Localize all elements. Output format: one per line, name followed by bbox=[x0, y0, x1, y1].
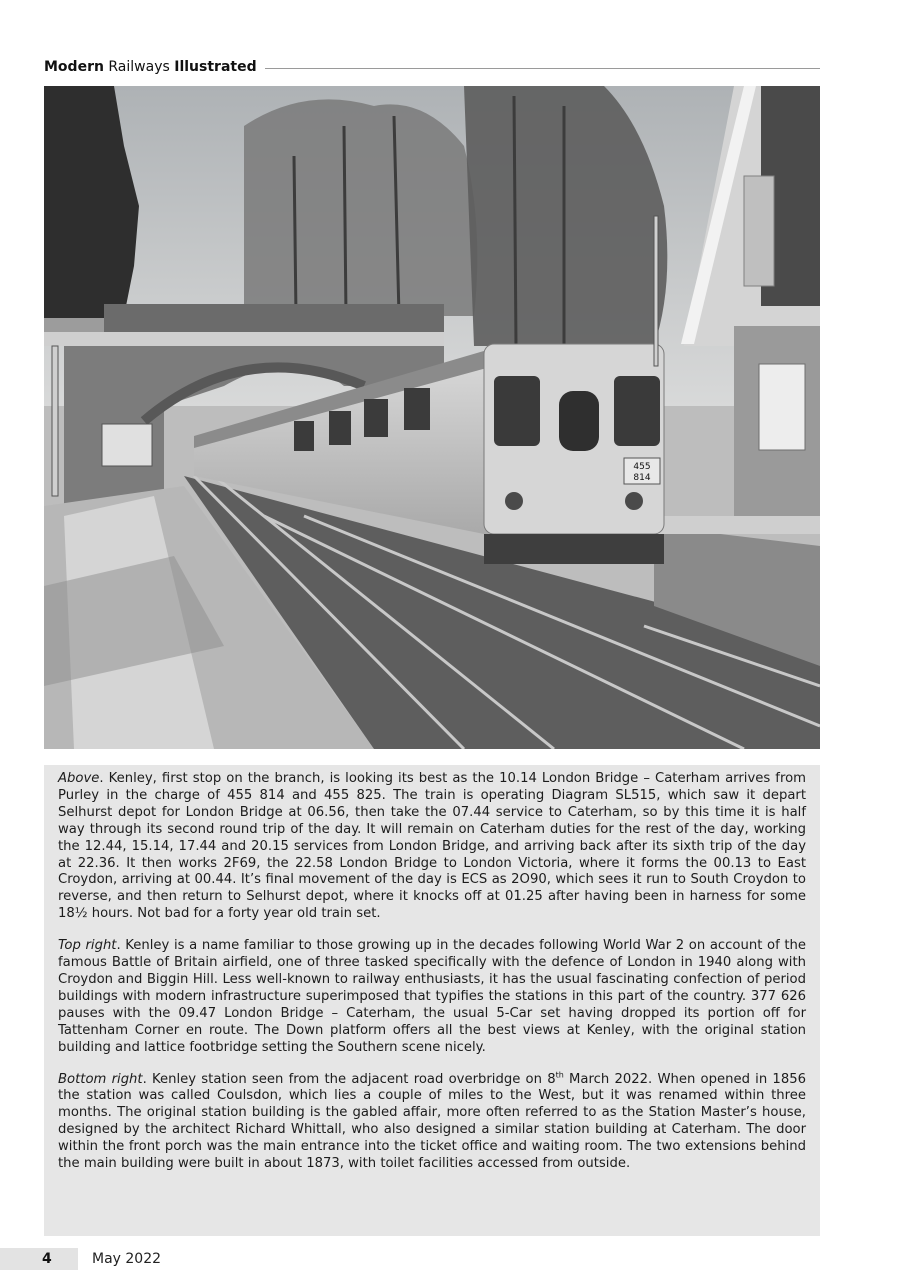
caption-box bbox=[44, 765, 820, 1236]
masthead-rule bbox=[265, 68, 820, 69]
page-number: 4 bbox=[42, 1251, 52, 1267]
train-photo bbox=[44, 86, 820, 749]
page-footer bbox=[0, 1248, 906, 1270]
issue-date: May 2022 bbox=[92, 1251, 162, 1267]
page-number-tab bbox=[0, 1248, 78, 1270]
caption-bottom-right bbox=[58, 1072, 806, 1173]
caption-lead-above: Above bbox=[58, 771, 100, 786]
caption-above bbox=[58, 771, 806, 923]
caption-lead-top-right: Top right bbox=[58, 938, 117, 954]
masthead-word-railways: Railways bbox=[108, 59, 170, 75]
masthead-word-modern: Modern bbox=[44, 59, 104, 75]
unit-number-top: 455 bbox=[633, 462, 651, 472]
caption-text-above: . Kenley, first stop on the branch, is looking its best as the 10.14 London Bridge – Caterham arrives from Purley in the charge of 455 814 and 455 825. The train is operating Diagram SL515, which saw it depart Selhurst depot for London Bridge at 06.56, then take the 07.44 service to Caterham, so by this time it is half way through its second round trip of the day. It will remain on Caterham duties for the rest of the day, working the 12.44, 15.14, 17.44 and 20.15 services from London Bridge, and arriving back after its sixth trip of the day at 22.36. It then works 2F69, the 22.58 London Bridge to London Victoria, where it forms the 00.13 to East Croydon, arriving at 00.44. It’s final movement of the day is ECS as 2O90, which sees it run to South Croydon to reverse, and then return to Selhurst depot, where it knocks off at 01.25 after having been in harness for some 18½ hours. Not bad for a forty year old train set. bbox=[58, 771, 806, 922]
masthead-word-illustrated: Illustrated bbox=[174, 59, 257, 75]
publication-title bbox=[44, 59, 257, 75]
masthead bbox=[44, 58, 820, 76]
caption-text-top-right: . Kenley is a name familiar to those growing up in the decades following World War 2 on account of the famous Battle of Britain airfield, one of three tasked specifically with the defence of London in 1940 along with Croydon and Biggin Hill. Less well-known to railway enthusiasts, it has the usual fascinating confection of period buildings with modern infrastructure superimposed that typifies the stations in this part of the country. 377 626 pauses with the 09.47 London Bridge – Caterham, the usual 5-Car set having dropped its portion off for Tattenham Corner en route. The Down platform offers all the best views at Kenley, with the original station building and lattice footbridge setting the Southern scene nicely. bbox=[58, 938, 806, 1055]
ordinal-suffix: th bbox=[555, 1070, 564, 1080]
caption-top-right bbox=[58, 938, 806, 1056]
caption-text-bottom-right-start: . Kenley station seen from the adjacent road overbridge on 8 bbox=[142, 1071, 556, 1087]
caption-text-bottom-right-end: March 2022. When opened in 1856 the station was called Coulsdon, which lies a couple of miles to the West, but it was renamed within three months. The original station building is the gabled affair, more often referred to as the Station Master’s house, designed by the architect Richard Whittall, who also designed a similar station building at Caterham. The door within the front porch was the main entrance into the ticket office and waiting room. The two extensions behind the main building were built in about 1873, with toilet facilities accessed from outside. bbox=[58, 1071, 806, 1172]
caption-lead-bottom-right: Bottom right bbox=[58, 1071, 143, 1087]
unit-number-bottom: 814 bbox=[633, 473, 651, 483]
